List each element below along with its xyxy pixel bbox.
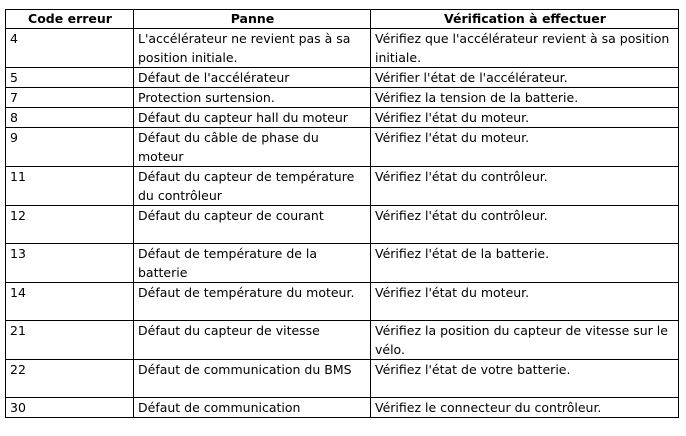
header-row bbox=[6, 10, 679, 29]
cell-panne: Défaut de l'accélérateur bbox=[134, 68, 371, 88]
header-panne: Panne bbox=[134, 10, 371, 29]
error-code-table bbox=[5, 9, 679, 418]
cell-verification: Vérifiez que l'accélérateur revient à sa position initiale. bbox=[371, 29, 679, 68]
table-row bbox=[6, 244, 679, 283]
cell-verification: Vérifiez la position du capteur de vitesse sur le vélo. bbox=[371, 321, 679, 360]
table-row bbox=[6, 283, 679, 321]
cell-code: 30 bbox=[6, 398, 134, 418]
table-row bbox=[6, 128, 679, 167]
cell-panne: Défaut du câble de phase du moteur bbox=[134, 128, 371, 167]
table-row bbox=[6, 206, 679, 244]
cell-verification: Vérifiez l'état du moteur. bbox=[371, 108, 679, 128]
cell-verification: Vérifier l'état de l'accélérateur. bbox=[371, 68, 679, 88]
cell-code: 5 bbox=[6, 68, 134, 88]
cell-panne: Défaut de température de la batterie bbox=[134, 244, 371, 283]
table-row bbox=[6, 167, 679, 206]
cell-code: 4 bbox=[6, 29, 134, 68]
cell-code: 9 bbox=[6, 128, 134, 167]
cell-code: 14 bbox=[6, 283, 134, 321]
cell-verification: Vérifiez le connecteur du contrôleur. bbox=[371, 398, 679, 418]
cell-panne: Protection surtension. bbox=[134, 88, 371, 108]
cell-code: 8 bbox=[6, 108, 134, 128]
cell-panne: Défaut du capteur de vitesse bbox=[134, 321, 371, 360]
table-row bbox=[6, 88, 679, 108]
cell-code: 11 bbox=[6, 167, 134, 206]
cell-panne: Défaut du capteur hall du moteur bbox=[134, 108, 371, 128]
table-row bbox=[6, 321, 679, 360]
header-verification: Vérification à effectuer bbox=[371, 10, 679, 29]
table-row bbox=[6, 108, 679, 128]
cell-code: 13 bbox=[6, 244, 134, 283]
cell-code: 12 bbox=[6, 206, 134, 244]
table-row bbox=[6, 360, 679, 398]
cell-verification: Vérifiez l'état du moteur. bbox=[371, 128, 679, 167]
cell-panne: Défaut du capteur de courant bbox=[134, 206, 371, 244]
header-code: Code erreur bbox=[6, 10, 134, 29]
table-row bbox=[6, 29, 679, 68]
cell-panne: Défaut de communication du BMS bbox=[134, 360, 371, 398]
cell-verification: Vérifiez l'état du contrôleur. bbox=[371, 167, 679, 206]
cell-code: 7 bbox=[6, 88, 134, 108]
cell-verification: Vérifiez l'état du contrôleur. bbox=[371, 206, 679, 244]
cell-verification: Vérifiez l'état de la batterie. bbox=[371, 244, 679, 283]
cell-panne: Défaut de température du moteur. bbox=[134, 283, 371, 321]
cell-verification: Vérifiez l'état de votre batterie. bbox=[371, 360, 679, 398]
cell-verification: Vérifiez l'état du moteur. bbox=[371, 283, 679, 321]
cell-code: 22 bbox=[6, 360, 134, 398]
cell-panne: Défaut du capteur de température du contrôleur bbox=[134, 167, 371, 206]
cell-panne: Défaut de communication bbox=[134, 398, 371, 418]
cell-verification: Vérifiez la tension de la batterie. bbox=[371, 88, 679, 108]
table-row bbox=[6, 398, 679, 418]
cell-code: 21 bbox=[6, 321, 134, 360]
cell-panne: L'accélérateur ne revient pas à sa position initiale. bbox=[134, 29, 371, 68]
table-row bbox=[6, 68, 679, 88]
